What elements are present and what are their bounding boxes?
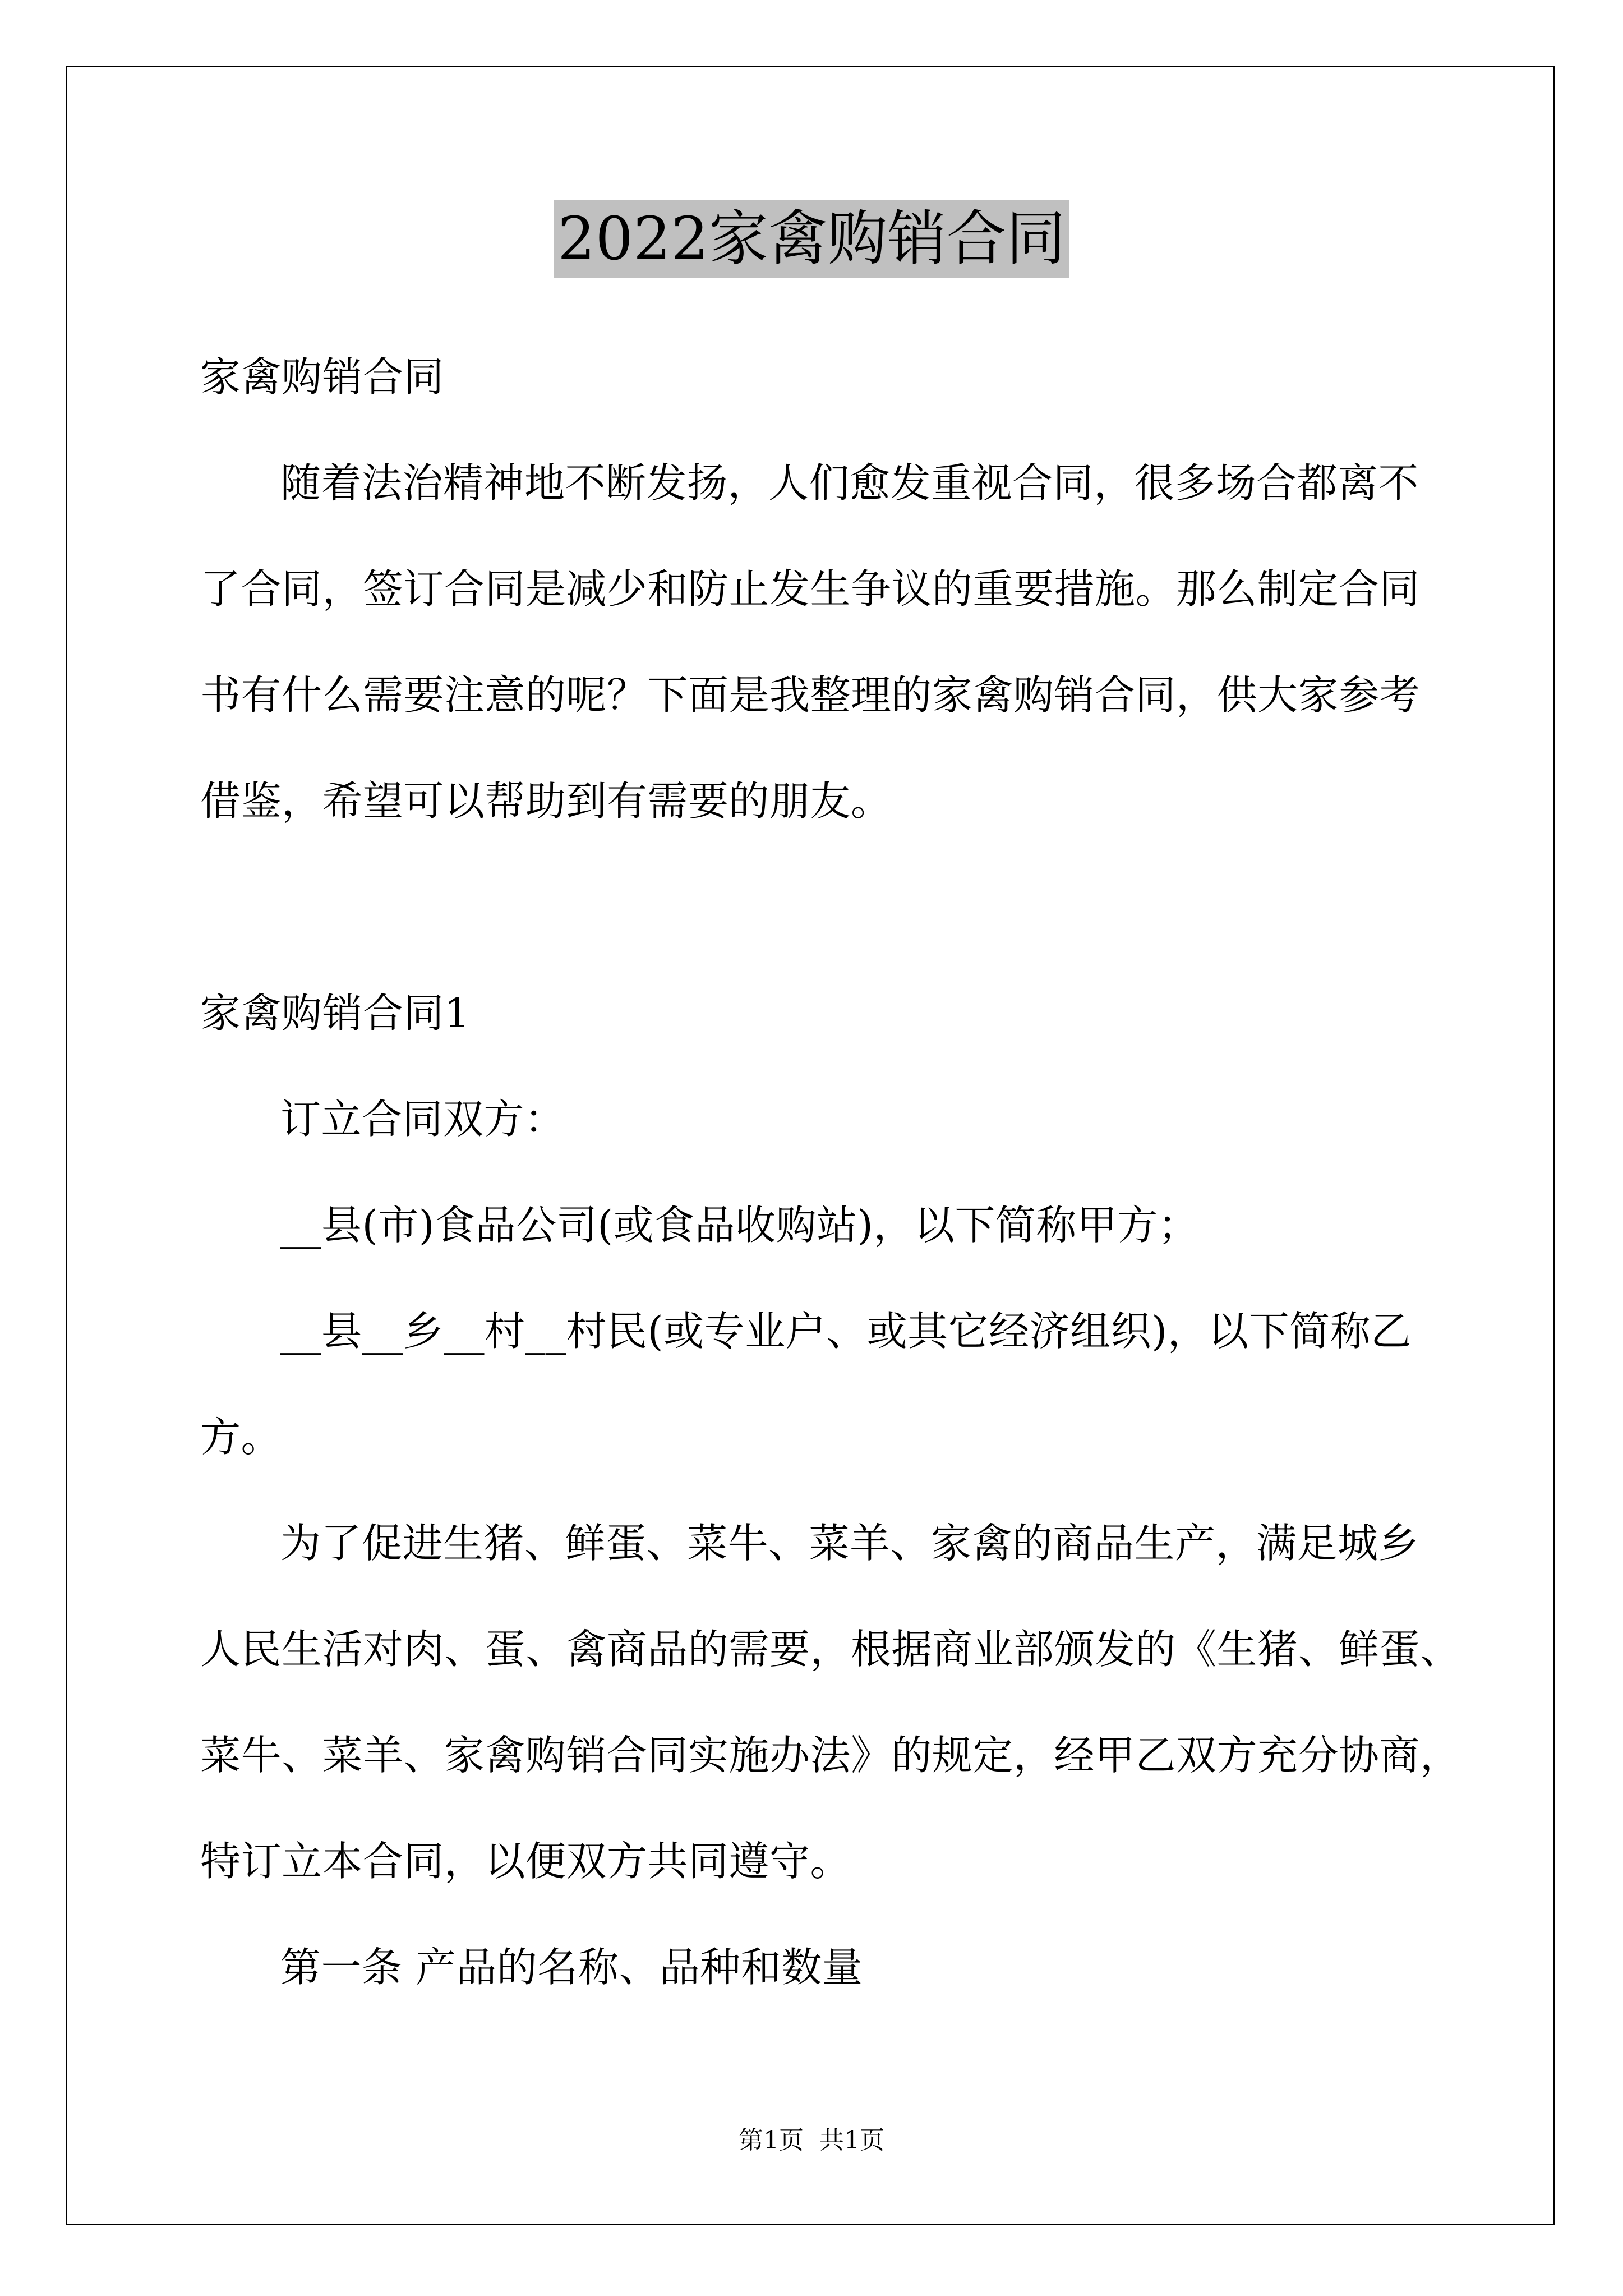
paragraph-line: 随着法治精神地不断发扬，人们愈发重视合同，很多场合都离不 <box>280 459 1419 507</box>
document-body <box>200 324 1513 2021</box>
paragraph-line: 了合同，签订合同是减少和防止发生争议的重要措施。那么制定合同 <box>200 565 1421 613</box>
page-footer: 第1页 共1页 <box>739 2126 884 2155</box>
party-b-line: __县__乡__村__村民(或专业户、或其它经济组织)，以下简称乙 <box>280 1308 1412 1355</box>
paragraph-line: 特订立本合同，以便双方共同遵守。 <box>200 1838 851 1885</box>
section-heading: 家禽购销合同1 <box>200 990 471 1037</box>
contract-parties-label: 订立合同双方： <box>280 1096 565 1143</box>
paragraph-line: 菜牛、菜羊、家禽购销合同实施办法》的规定，经甲乙双方充分协商， <box>200 1732 1461 1779</box>
paragraph-line: 人民生活对肉、蛋、禽商品的需要，根据商业部颁发的《生猪、鲜蛋、 <box>200 1626 1461 1673</box>
party-a-line: __县(市)食品公司(或食品收购站)，以下简称甲方； <box>280 1202 1199 1249</box>
intro-heading: 家禽购销合同 <box>200 353 445 401</box>
paragraph-line: 为了促进生猪、鲜蛋、菜牛、菜羊、家禽的商品生产，满足城乡 <box>280 1520 1419 1567</box>
party-b-line-continued: 方。 <box>200 1414 282 1461</box>
paragraph-line: 借鉴，希望可以帮助到有需要的朋友。 <box>200 777 892 825</box>
title-container <box>0 200 1623 278</box>
document-title: 2022家禽购销合同 <box>554 200 1069 278</box>
blank-line <box>200 854 1513 960</box>
paragraph-line: 书有什么需要注意的呢？下面是我整理的家禽购销合同，供大家参考 <box>200 671 1421 719</box>
article-heading: 第一条 产品的名称、品种和数量 <box>280 1944 863 1991</box>
